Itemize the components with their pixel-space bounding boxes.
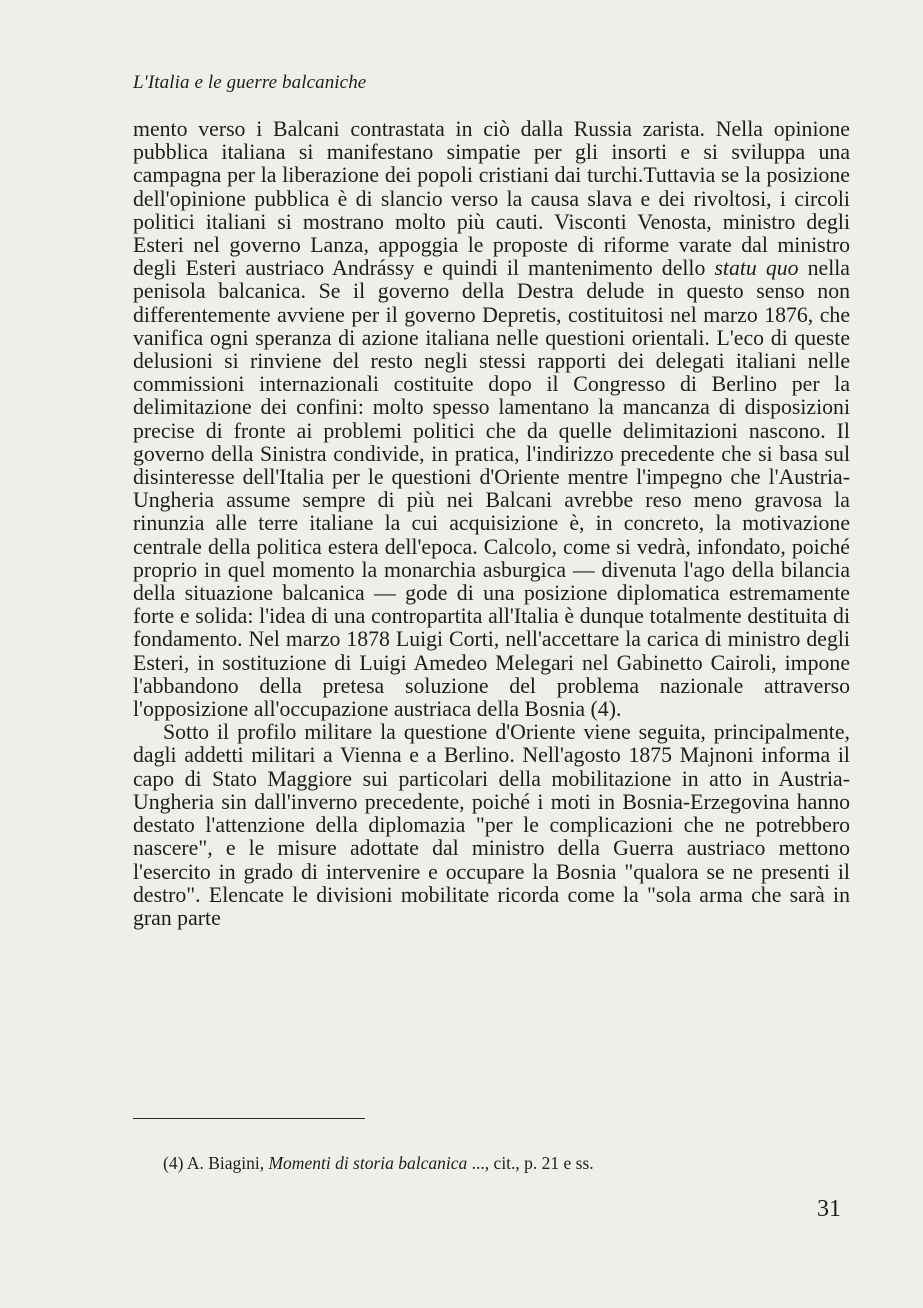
footnote — [163, 1153, 594, 1174]
page-number: 31 — [817, 1196, 841, 1222]
paragraph-1 — [133, 118, 850, 721]
footnote-title: Momenti di storia balcanica — [268, 1153, 468, 1173]
paragraph-1-part-2: nella penisola balcanica. Se il governo della Destra delude in questo senso non differentemente avviene per il governo Depretis, costituitosi nel marzo 1876, che vanifica ogni speranza di azione italiana nelle questioni orientali. L'eco di queste delusioni si rinviene del resto negli stessi rapporti dei delegati italiani nelle commissioni internazionali costituite dopo il Congresso di Berlino per la delimitazione dei confini: molto spesso lamentano la mancanza di disposizioni precise di fronte ai problemi politici che da quelle delimitazioni nascono. Il governo della Sinistra condivide, in pratica, l'indirizzo precedente che si basa sul disinteresse dell'Italia per le questioni d'Oriente mentre l'impegno che l'Austria-Ungheria assume sempre di più nei Balcani avrebbe reso meno gravosa la rinunzia alle terre italiane la cui acquisizione è, in concreto, la motivazione centrale della politica estera dell'epoca. Calcolo, come si vedrà, infondato, poiché proprio in quel momento la monarchia asburgica — divenuta l'ago della bilancia della situazione balcanica — gode di una posizione diplomatica estremamente forte e solida: l'idea di una contropartita all'Italia è dunque totalmente destituita di fondamento. Nel marzo 1878 Luigi Corti, nell'accettare la carica di ministro degli Esteri, in sostituzione di Luigi Amedeo Melegari nel Gabinetto Cairoli, impone l'abbandono della pretesa soluzione del problema nazionale attraverso l'opposizione all'occupazione austriaca della Bosnia (4). — [133, 256, 850, 722]
footnote-prefix: (4) A. Biagini, — [163, 1153, 269, 1173]
paragraph-1-part-1: mento verso i Balcani contrastata in ciò dalla Russia zarista. Nella opinione pubblica italiana si manifestano simpatie per gli insorti e si sviluppa una campagna per la liberazione dei popoli cristiani dai turchi.Tuttavia se la posizione dell'opinione pubblica è di slancio verso la causa slava e dei rivoltosi, i circoli politici italiani si mostrano molto più cauti. Visconti Venosta, ministro degli Esteri nel governo Lanza, appoggia le proposte di riforme varate dal ministro degli Esteri austriaco Andrássy e quindi il mantenimento dello — [133, 117, 850, 281]
footnote-rule — [133, 1118, 365, 1119]
paragraph-1-italic: statu quo — [714, 256, 799, 281]
body-text — [133, 118, 850, 930]
paragraph-2: Sotto il profilo militare la questione d'Oriente viene seguita, principalmente, dagli addetti militari a Vienna e a Berlino. Nell'agosto 1875 Majnoni informa il capo di Stato Maggiore sui particolari della mobilitazione in atto in Austria-Ungheria sin dall'inverno precedente, poiché i moti in Bosnia-Erzegovina hanno destato l'attenzione della diplomazia "per le complicazioni che ne potrebbero nascere", e le misure adottate dal ministro della Guerra austriaco mettono l'esercito in grado di intervenire e occupare la Bosnia "qualora se ne presenti il destro". Elencate le divisioni mobilitate ricorda come la "sola arma che sarà in gran parte — [133, 720, 850, 930]
footnote-suffix: ..., cit., p. 21 e ss. — [467, 1153, 594, 1173]
running-head: L'Italia e le guerre balcaniche — [133, 72, 367, 93]
